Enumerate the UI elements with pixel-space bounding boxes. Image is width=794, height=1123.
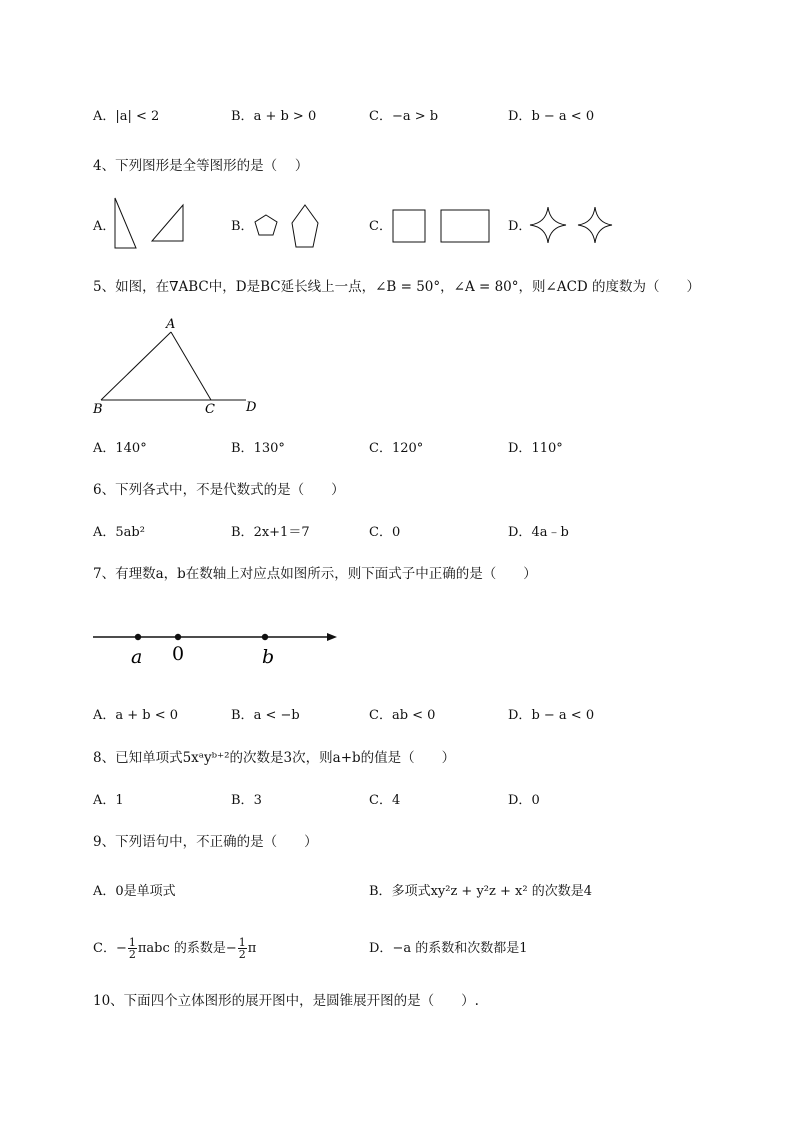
q9-option-b: B．多项式xy²z + y²z + x² 的次数是4 <box>369 884 592 899</box>
q4-square <box>393 210 425 242</box>
q4-letter-a: A． <box>93 219 116 234</box>
q8-stem: 8、已知单项式5xᵃyᵇ⁺²的次数是3次，则a+b的值是（ ） <box>93 750 456 766</box>
q7-option-a: A．a + b < 0 <box>93 708 179 723</box>
q4-triangle-1 <box>115 198 136 248</box>
q4-pentagon-small <box>255 215 277 235</box>
q5-option-a: A．140° <box>93 441 147 456</box>
q9-option-d: D．−a 的系数和次数都是1 <box>369 941 528 956</box>
q8-option-c: C．4 <box>369 793 401 808</box>
q4-rectangle <box>441 210 489 242</box>
q3-option-a: A．|a| < 2 <box>93 109 160 124</box>
q6-option-b: B．2x+1＝7 <box>231 525 310 540</box>
q7-label-b: b <box>262 646 275 668</box>
q7-label-a: a <box>131 646 143 668</box>
q4-star-1 <box>530 207 566 243</box>
q5-stem: 5、如图，在∇ABC中，D是BC延长线上一点，∠B = 50°，∠A = 80°，则∠ACD 的度数为（ ） <box>93 279 701 295</box>
q4-letter-b: B． <box>231 219 254 234</box>
q7-number-line <box>0 620 794 670</box>
q6-stem: 6、下列各式中，不是代数式的是（ ） <box>93 482 345 498</box>
q5-line-ab <box>101 332 171 400</box>
q7-axis-arrow <box>327 633 337 641</box>
q4-stem: 4、下列图形是全等图形的是（ ） <box>93 158 309 174</box>
q7-label-zero: 0 <box>172 643 185 665</box>
q7-option-c: C．ab < 0 <box>369 708 436 723</box>
q7-option-b: B．a < −b <box>231 708 300 723</box>
q8-option-d: D．0 <box>508 793 540 808</box>
q4-star-2 <box>578 207 612 243</box>
q6-option-c: C．0 <box>369 525 401 540</box>
q9-option-a: A．0是单项式 <box>93 884 176 899</box>
q5-label-b: B <box>93 402 103 417</box>
q6-option-d: D．4a﹣b <box>508 525 569 540</box>
q7-point-zero <box>175 634 181 640</box>
q5-triangle-figure <box>0 310 794 420</box>
q9-option-c: C．− $\frac{1}{2}$ πabc 的系数是− $\frac{1}{2}$ π <box>93 936 257 961</box>
q9-fraction-1: $\frac{1}{2}$ <box>128 936 136 961</box>
q4-pentagon-large <box>292 205 318 247</box>
q8-option-a: A．1 <box>93 793 124 808</box>
q4-letter-c: C． <box>369 219 392 234</box>
q5-option-c: C．120° <box>369 441 424 456</box>
q3-option-c: C．−a > b <box>369 109 439 124</box>
q7-option-d: D．b − a < 0 <box>508 708 595 723</box>
q9-fraction-2: $\frac{1}{2}$ <box>238 936 246 961</box>
q4-letter-d: D． <box>508 219 532 234</box>
q5-label-d: D <box>246 400 257 415</box>
q5-line-ac <box>171 332 211 400</box>
q9-stem: 9、下列语句中，不正确的是（ ） <box>93 834 318 850</box>
q3-option-b: B．a + b > 0 <box>231 109 317 124</box>
q5-label-c: C <box>205 402 215 417</box>
q7-point-b <box>262 634 268 640</box>
q5-label-a: A <box>166 317 176 332</box>
q4-figures <box>0 195 794 255</box>
q8-option-b: B．3 <box>231 793 262 808</box>
q3-option-d: D．b − a < 0 <box>508 109 595 124</box>
q5-option-b: B．130° <box>231 441 285 456</box>
q4-triangle-2 <box>152 205 183 241</box>
q6-option-a: A．5ab² <box>93 525 145 540</box>
q10-stem: 10、下面四个立体图形的展开图中，是圆锥展开图的是（ ）. <box>93 993 479 1009</box>
q5-option-d: D．110° <box>508 441 563 456</box>
q7-point-a <box>135 634 141 640</box>
q7-stem: 7、有理数a，b在数轴上对应点如图所示，则下面式子中正确的是（ ） <box>93 566 537 582</box>
